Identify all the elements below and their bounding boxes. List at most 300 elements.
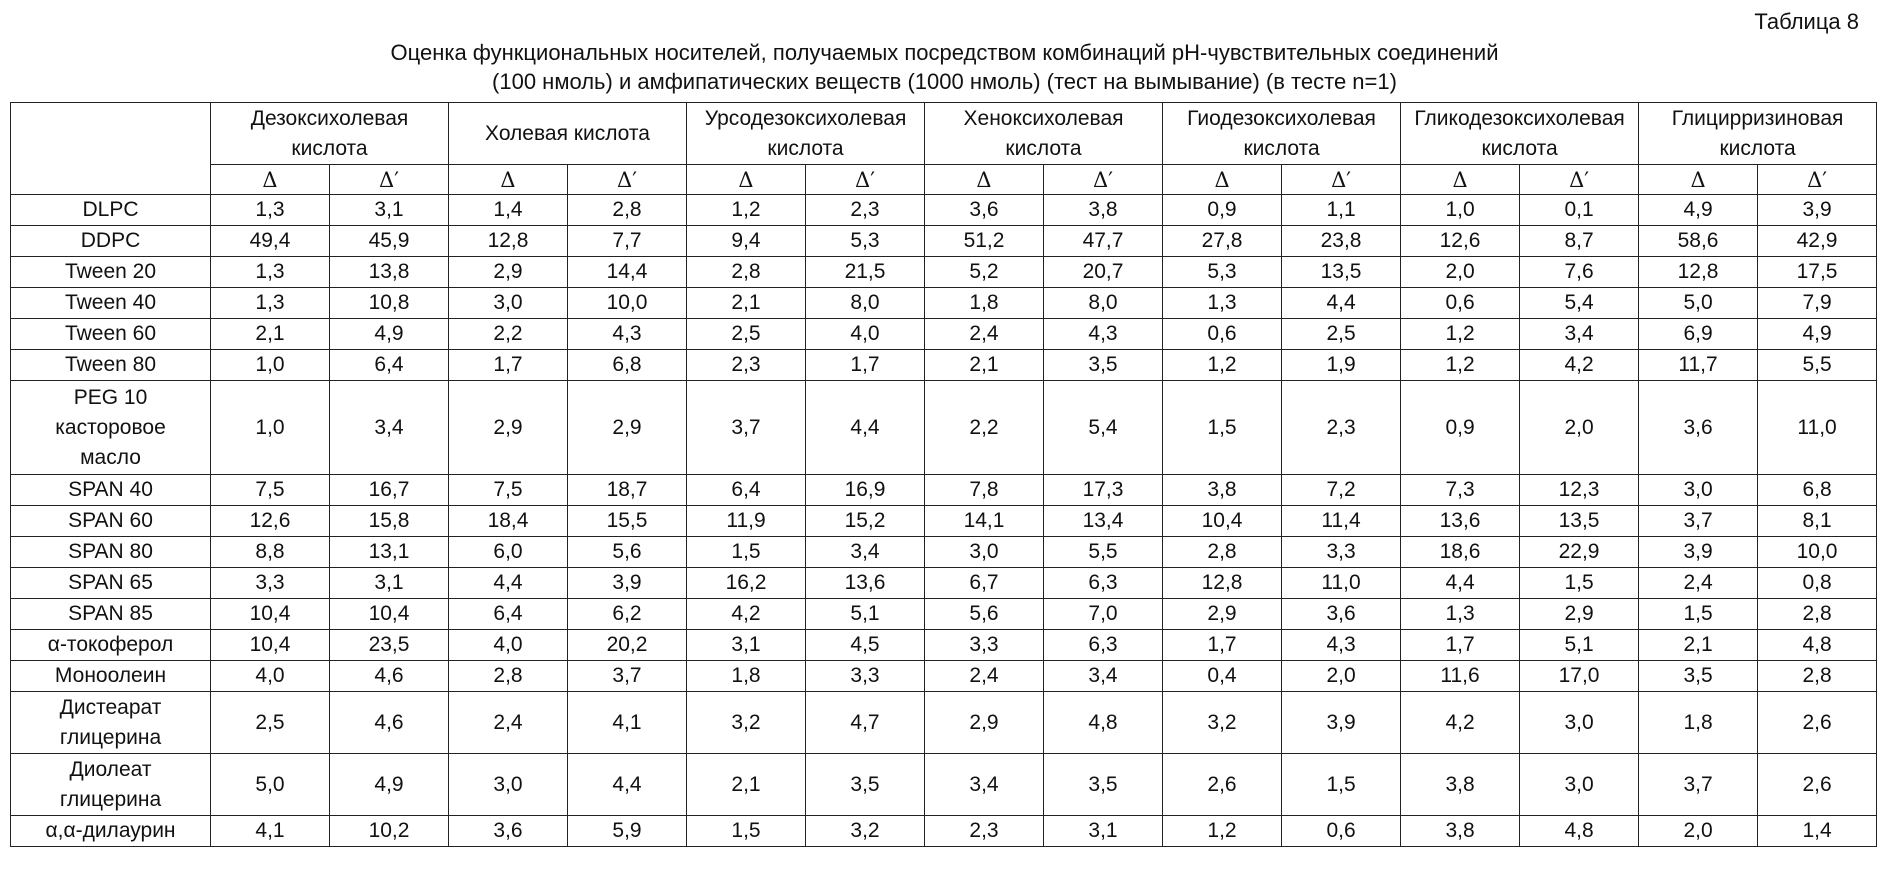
cell-delta-prime: 10,8 [330, 288, 449, 319]
cell-delta-prime: 4,0 [806, 319, 925, 350]
cell-delta: 1,3 [1163, 288, 1282, 319]
cell-delta: 0,6 [1401, 288, 1520, 319]
cell-delta-prime: 14,4 [568, 257, 687, 288]
row-label-line: DLPC [82, 198, 139, 221]
cell-delta-prime: 0,6 [1282, 816, 1401, 847]
cell-delta: 2,9 [1163, 599, 1282, 630]
cell-delta-prime: 4,2 [1520, 350, 1639, 381]
cell-delta: 3,0 [449, 288, 568, 319]
cell-delta-prime: 5,3 [806, 226, 925, 257]
cell-delta: 1,2 [1163, 816, 1282, 847]
cell-delta-prime: 23,5 [330, 630, 449, 661]
cell-delta-prime: 4,8 [1520, 816, 1639, 847]
cell-delta-prime: 4,3 [1282, 630, 1401, 661]
column-header-line: кислота [1481, 136, 1558, 160]
table-caption [0, 38, 1889, 96]
cell-delta: 4,0 [211, 661, 330, 692]
cell-delta: 3,0 [925, 537, 1044, 568]
column-header-acid [687, 103, 925, 165]
cell-delta: 2,9 [925, 692, 1044, 754]
cell-delta-prime: 1,9 [1282, 350, 1401, 381]
row-label-line: Tween 20 [64, 260, 157, 283]
row-label [11, 816, 211, 847]
cell-delta-prime: 18,7 [568, 475, 687, 506]
row-label-line: касторовое [55, 415, 166, 439]
row-label [11, 350, 211, 381]
cell-delta-prime: 3,4 [806, 537, 925, 568]
cell-delta: 2,6 [1163, 754, 1282, 816]
cell-delta-prime: 3,7 [568, 661, 687, 692]
cell-delta: 4,9 [1639, 195, 1758, 226]
row-label-line: SPAN 65 [68, 571, 153, 594]
row-label [11, 692, 211, 754]
cell-delta-prime: 1,1 [1282, 195, 1401, 226]
cell-delta: 2,3 [925, 816, 1044, 847]
cell-delta-prime: 2,0 [1282, 661, 1401, 692]
cell-delta: 1,0 [1401, 195, 1520, 226]
cell-delta-prime: 2,8 [1758, 599, 1877, 630]
delta-header: Δ [1401, 165, 1520, 195]
cell-delta-prime: 21,5 [806, 257, 925, 288]
table-row [11, 381, 1877, 475]
cell-delta: 7,3 [1401, 475, 1520, 506]
cell-delta: 4,1 [211, 816, 330, 847]
cell-delta: 1,5 [687, 537, 806, 568]
cell-delta: 1,3 [1401, 599, 1520, 630]
column-header-line: кислота [291, 136, 368, 160]
cell-delta: 6,9 [1639, 319, 1758, 350]
cell-delta: 3,7 [687, 381, 806, 475]
cell-delta-prime: 4,7 [806, 692, 925, 754]
cell-delta: 2,1 [1639, 630, 1758, 661]
cell-delta: 6,7 [925, 568, 1044, 599]
table-body [11, 195, 1877, 847]
cell-delta-prime: 8,0 [806, 288, 925, 319]
cell-delta-prime: 5,4 [1044, 381, 1163, 475]
column-header-acid [1639, 103, 1877, 165]
row-label [11, 754, 211, 816]
caption-line: Оценка функциональных носителей, получаемых посредством комбинаций pH-чувствительных соединений [390, 40, 1499, 65]
cell-delta: 1,8 [1639, 692, 1758, 754]
cell-delta: 2,5 [687, 319, 806, 350]
column-header-acid [211, 103, 449, 165]
delta-prime-header: Δ′ [568, 165, 687, 195]
cell-delta: 1,7 [1163, 630, 1282, 661]
row-label [11, 537, 211, 568]
cell-delta: 2,4 [925, 661, 1044, 692]
cell-delta: 2,1 [211, 319, 330, 350]
row-label-line: SPAN 85 [68, 602, 153, 625]
cell-delta-prime: 4,9 [1758, 319, 1877, 350]
cell-delta: 3,7 [1639, 754, 1758, 816]
row-label-line: Tween 40 [64, 291, 157, 314]
row-label-line: глицерина [59, 787, 162, 811]
delta-header: Δ [925, 165, 1044, 195]
table-row [11, 226, 1877, 257]
cell-delta: 14,1 [925, 506, 1044, 537]
cell-delta: 2,9 [449, 257, 568, 288]
cell-delta: 5,0 [1639, 288, 1758, 319]
column-header-line: кислота [1005, 136, 1082, 160]
row-label [11, 599, 211, 630]
cell-delta: 4,0 [449, 630, 568, 661]
column-header-line: кислота [1719, 136, 1796, 160]
delta-prime-header: Δ′ [1044, 165, 1163, 195]
cell-delta-prime: 7,0 [1044, 599, 1163, 630]
cell-delta: 0,9 [1163, 195, 1282, 226]
cell-delta: 3,4 [925, 754, 1044, 816]
cell-delta: 3,5 [1639, 661, 1758, 692]
cell-delta-prime: 4,6 [330, 692, 449, 754]
table-row [11, 195, 1877, 226]
cell-delta-prime: 15,2 [806, 506, 925, 537]
cell-delta-prime: 6,3 [1044, 630, 1163, 661]
cell-delta-prime: 5,6 [568, 537, 687, 568]
delta-header-row [11, 165, 1877, 195]
row-label [11, 475, 211, 506]
cell-delta-prime: 13,8 [330, 257, 449, 288]
cell-delta: 2,0 [1401, 257, 1520, 288]
cell-delta-prime: 5,1 [806, 599, 925, 630]
row-label [11, 226, 211, 257]
row-label [11, 506, 211, 537]
cell-delta-prime: 2,3 [1282, 381, 1401, 475]
cell-delta: 3,2 [687, 692, 806, 754]
table-row [11, 475, 1877, 506]
table-row [11, 692, 1877, 754]
cell-delta: 18,4 [449, 506, 568, 537]
results-table [10, 102, 1877, 847]
cell-delta: 2,0 [1639, 816, 1758, 847]
cell-delta-prime: 42,9 [1758, 226, 1877, 257]
cell-delta: 3,7 [1639, 506, 1758, 537]
cell-delta-prime: 20,7 [1044, 257, 1163, 288]
cell-delta-prime: 17,3 [1044, 475, 1163, 506]
cell-delta: 3,8 [1163, 475, 1282, 506]
cell-delta: 3,3 [925, 630, 1044, 661]
cell-delta-prime: 17,0 [1520, 661, 1639, 692]
cell-delta: 2,2 [925, 381, 1044, 475]
row-label-line: α-токоферол [47, 633, 174, 656]
cell-delta-prime: 6,8 [1758, 475, 1877, 506]
cell-delta: 3,8 [1401, 816, 1520, 847]
cell-delta-prime: 8,0 [1044, 288, 1163, 319]
cell-delta: 4,2 [1401, 692, 1520, 754]
cell-delta: 6,4 [687, 475, 806, 506]
delta-prime-header: Δ′ [1520, 165, 1639, 195]
row-label-line: SPAN 80 [68, 540, 153, 563]
cell-delta: 11,9 [687, 506, 806, 537]
cell-delta-prime: 11,4 [1282, 506, 1401, 537]
cell-delta: 51,2 [925, 226, 1044, 257]
cell-delta: 5,3 [1163, 257, 1282, 288]
cell-delta: 1,2 [1401, 350, 1520, 381]
cell-delta: 1,3 [211, 288, 330, 319]
cell-delta: 3,6 [1639, 381, 1758, 475]
cell-delta: 4,4 [449, 568, 568, 599]
cell-delta: 1,0 [211, 381, 330, 475]
cell-delta-prime: 5,5 [1758, 350, 1877, 381]
row-label-line: PEG 10 [73, 385, 148, 409]
cell-delta: 2,5 [211, 692, 330, 754]
delta-header: Δ [449, 165, 568, 195]
row-label-line: масло [80, 445, 141, 469]
table-row [11, 816, 1877, 847]
cell-delta: 12,6 [1401, 226, 1520, 257]
cell-delta-prime: 3,5 [1044, 350, 1163, 381]
cell-delta-prime: 4,9 [330, 319, 449, 350]
cell-delta: 2,3 [687, 350, 806, 381]
cell-delta: 0,4 [1163, 661, 1282, 692]
cell-delta: 10,4 [211, 630, 330, 661]
cell-delta-prime: 2,9 [568, 381, 687, 475]
cell-delta: 2,2 [449, 319, 568, 350]
cell-delta-prime: 7,9 [1758, 288, 1877, 319]
cell-delta-prime: 13,5 [1282, 257, 1401, 288]
column-header-acid [1401, 103, 1639, 165]
cell-delta: 2,8 [449, 661, 568, 692]
cell-delta: 7,8 [925, 475, 1044, 506]
cell-delta-prime: 8,1 [1758, 506, 1877, 537]
column-header-line: Урсодезоксихолевая [704, 106, 907, 130]
cell-delta-prime: 3,9 [1282, 692, 1401, 754]
cell-delta-prime: 5,1 [1520, 630, 1639, 661]
cell-delta-prime: 3,6 [1282, 599, 1401, 630]
cell-delta-prime: 6,8 [568, 350, 687, 381]
table-row [11, 568, 1877, 599]
cell-delta: 8,8 [211, 537, 330, 568]
cell-delta-prime: 3,0 [1520, 754, 1639, 816]
cell-delta: 2,4 [925, 319, 1044, 350]
cell-delta: 0,6 [1163, 319, 1282, 350]
delta-prime-header: Δ′ [1282, 165, 1401, 195]
delta-header: Δ [687, 165, 806, 195]
cell-delta-prime: 47,7 [1044, 226, 1163, 257]
row-label [11, 630, 211, 661]
cell-delta: 9,4 [687, 226, 806, 257]
cell-delta-prime: 4,4 [568, 754, 687, 816]
cell-delta: 3,2 [1163, 692, 1282, 754]
cell-delta-prime: 1,5 [1282, 754, 1401, 816]
cell-delta-prime: 13,4 [1044, 506, 1163, 537]
cell-delta-prime: 2,8 [568, 195, 687, 226]
table-row [11, 257, 1877, 288]
cell-delta: 7,5 [211, 475, 330, 506]
column-header-line: Холевая кислота [485, 121, 650, 145]
cell-delta: 6,0 [449, 537, 568, 568]
cell-delta-prime: 10,0 [568, 288, 687, 319]
delta-prime-header: Δ′ [1758, 165, 1877, 195]
cell-delta-prime: 45,9 [330, 226, 449, 257]
cell-delta-prime: 3,9 [1758, 195, 1877, 226]
cell-delta-prime: 3,3 [806, 661, 925, 692]
cell-delta-prime: 6,2 [568, 599, 687, 630]
row-label-line: α,α-дилаурин [45, 819, 176, 842]
cell-delta-prime: 5,9 [568, 816, 687, 847]
cell-delta: 1,0 [211, 350, 330, 381]
cell-delta: 4,2 [687, 599, 806, 630]
delta-header: Δ [1163, 165, 1282, 195]
column-header-line: кислота [767, 136, 844, 160]
cell-delta-prime: 3,8 [1044, 195, 1163, 226]
row-label-line: Tween 80 [64, 353, 157, 376]
cell-delta: 1,2 [1401, 319, 1520, 350]
row-label-line: DDPC [80, 229, 141, 252]
cell-delta-prime: 4,9 [330, 754, 449, 816]
cell-delta: 12,8 [449, 226, 568, 257]
cell-delta: 1,8 [687, 661, 806, 692]
cell-delta: 3,8 [1401, 754, 1520, 816]
cell-delta-prime: 0,1 [1520, 195, 1639, 226]
cell-delta: 3,3 [211, 568, 330, 599]
cell-delta-prime: 15,5 [568, 506, 687, 537]
cell-delta-prime: 4,3 [568, 319, 687, 350]
cell-delta-prime: 7,7 [568, 226, 687, 257]
cell-delta-prime: 4,8 [1758, 630, 1877, 661]
cell-delta: 2,4 [1639, 568, 1758, 599]
row-label [11, 568, 211, 599]
cell-delta-prime: 13,1 [330, 537, 449, 568]
cell-delta-prime: 10,2 [330, 816, 449, 847]
cell-delta: 1,8 [925, 288, 1044, 319]
cell-delta-prime: 3,9 [568, 568, 687, 599]
cell-delta-prime: 13,6 [806, 568, 925, 599]
cell-delta: 7,5 [449, 475, 568, 506]
cell-delta-prime: 3,2 [806, 816, 925, 847]
cell-delta-prime: 1,5 [1520, 568, 1639, 599]
cell-delta-prime: 3,4 [330, 381, 449, 475]
cell-delta-prime: 11,0 [1282, 568, 1401, 599]
cell-delta-prime: 12,3 [1520, 475, 1639, 506]
cell-delta-prime: 3,3 [1282, 537, 1401, 568]
cell-delta-prime: 16,7 [330, 475, 449, 506]
cell-delta-prime: 16,9 [806, 475, 925, 506]
row-label-line: Моноолеин [54, 664, 167, 687]
cell-delta: 1,4 [449, 195, 568, 226]
cell-delta: 3,1 [687, 630, 806, 661]
cell-delta: 4,4 [1401, 568, 1520, 599]
cell-delta-prime: 7,2 [1282, 475, 1401, 506]
cell-delta-prime: 4,3 [1044, 319, 1163, 350]
cell-delta: 2,1 [687, 754, 806, 816]
cell-delta: 1,5 [1639, 599, 1758, 630]
cell-delta-prime: 2,5 [1282, 319, 1401, 350]
column-header-acid [925, 103, 1163, 165]
cell-delta-prime: 17,5 [1758, 257, 1877, 288]
cell-delta-prime: 4,4 [1282, 288, 1401, 319]
row-label-line: глицерина [59, 725, 162, 749]
cell-delta-prime: 22,9 [1520, 537, 1639, 568]
cell-delta: 1,7 [449, 350, 568, 381]
column-header-line: Гликодезоксихолевая [1414, 106, 1625, 130]
cell-delta: 16,2 [687, 568, 806, 599]
cell-delta: 5,6 [925, 599, 1044, 630]
cell-delta-prime: 10,4 [330, 599, 449, 630]
cell-delta: 1,7 [1401, 630, 1520, 661]
row-label-line: Tween 60 [64, 322, 157, 345]
cell-delta-prime: 3,4 [1044, 661, 1163, 692]
row-label-line: SPAN 40 [68, 478, 153, 501]
cell-delta: 11,6 [1401, 661, 1520, 692]
cell-delta-prime: 3,1 [330, 568, 449, 599]
cell-delta-prime: 3,5 [806, 754, 925, 816]
cell-delta: 3,0 [449, 754, 568, 816]
row-label [11, 661, 211, 692]
delta-prime-header: Δ′ [806, 165, 925, 195]
cell-delta-prime: 8,7 [1520, 226, 1639, 257]
cell-delta: 10,4 [1163, 506, 1282, 537]
cell-delta: 10,4 [211, 599, 330, 630]
cell-delta-prime: 5,5 [1044, 537, 1163, 568]
delta-prime-header: Δ′ [330, 165, 449, 195]
cell-delta-prime: 20,2 [568, 630, 687, 661]
delta-header: Δ [211, 165, 330, 195]
cell-delta: 3,6 [449, 816, 568, 847]
cell-delta: 1,3 [211, 257, 330, 288]
caption-line: (100 нмоль) и амфипатических веществ (1000 нмоль) (тест на вымывание) (в тесте n=1) [492, 69, 1397, 94]
delta-header: Δ [1639, 165, 1758, 195]
cell-delta-prime: 23,8 [1282, 226, 1401, 257]
column-header-line: Гиодезоксихолевая [1187, 106, 1376, 130]
cell-delta-prime: 4,4 [806, 381, 925, 475]
cell-delta-prime: 2,0 [1520, 381, 1639, 475]
cell-delta: 2,8 [1163, 537, 1282, 568]
cell-delta: 3,6 [925, 195, 1044, 226]
cell-delta-prime: 4,8 [1044, 692, 1163, 754]
cell-delta-prime: 3,1 [330, 195, 449, 226]
row-label-line: SPAN 60 [68, 509, 153, 532]
cell-delta-prime: 3,1 [1044, 816, 1163, 847]
cell-delta-prime: 3,5 [1044, 754, 1163, 816]
cell-delta: 1,5 [1163, 381, 1282, 475]
column-header-acid [449, 103, 687, 165]
cell-delta: 5,0 [211, 754, 330, 816]
table-row [11, 661, 1877, 692]
table-row [11, 537, 1877, 568]
table-row [11, 288, 1877, 319]
cell-delta-prime: 3,0 [1520, 692, 1639, 754]
cell-delta: 2,4 [449, 692, 568, 754]
cell-delta: 3,9 [1639, 537, 1758, 568]
cell-delta-prime: 13,5 [1520, 506, 1639, 537]
column-header-line: Глицирризиновая [1671, 106, 1844, 130]
cell-delta-prime: 11,0 [1758, 381, 1877, 475]
cell-delta: 2,9 [449, 381, 568, 475]
table-row [11, 599, 1877, 630]
cell-delta-prime: 2,6 [1758, 754, 1877, 816]
cell-delta-prime: 7,6 [1520, 257, 1639, 288]
cell-delta: 1,2 [687, 195, 806, 226]
column-header-line: Дезоксихолевая [250, 106, 409, 130]
cell-delta-prime: 1,4 [1758, 816, 1877, 847]
acid-header-row [11, 103, 1877, 165]
cell-delta-prime: 4,1 [568, 692, 687, 754]
cell-delta-prime: 10,0 [1758, 537, 1877, 568]
cell-delta-prime: 1,7 [806, 350, 925, 381]
column-header-acid [1163, 103, 1401, 165]
cell-delta: 1,3 [211, 195, 330, 226]
table-number: Таблица 8 [1754, 9, 1859, 34]
cell-delta: 6,4 [449, 599, 568, 630]
cell-delta: 2,1 [925, 350, 1044, 381]
cell-delta-prime: 0,8 [1758, 568, 1877, 599]
row-label [11, 381, 211, 475]
cell-delta: 58,6 [1639, 226, 1758, 257]
cell-delta-prime: 2,8 [1758, 661, 1877, 692]
cell-delta-prime: 2,3 [806, 195, 925, 226]
cell-delta: 1,2 [1163, 350, 1282, 381]
cell-delta: 12,8 [1639, 257, 1758, 288]
